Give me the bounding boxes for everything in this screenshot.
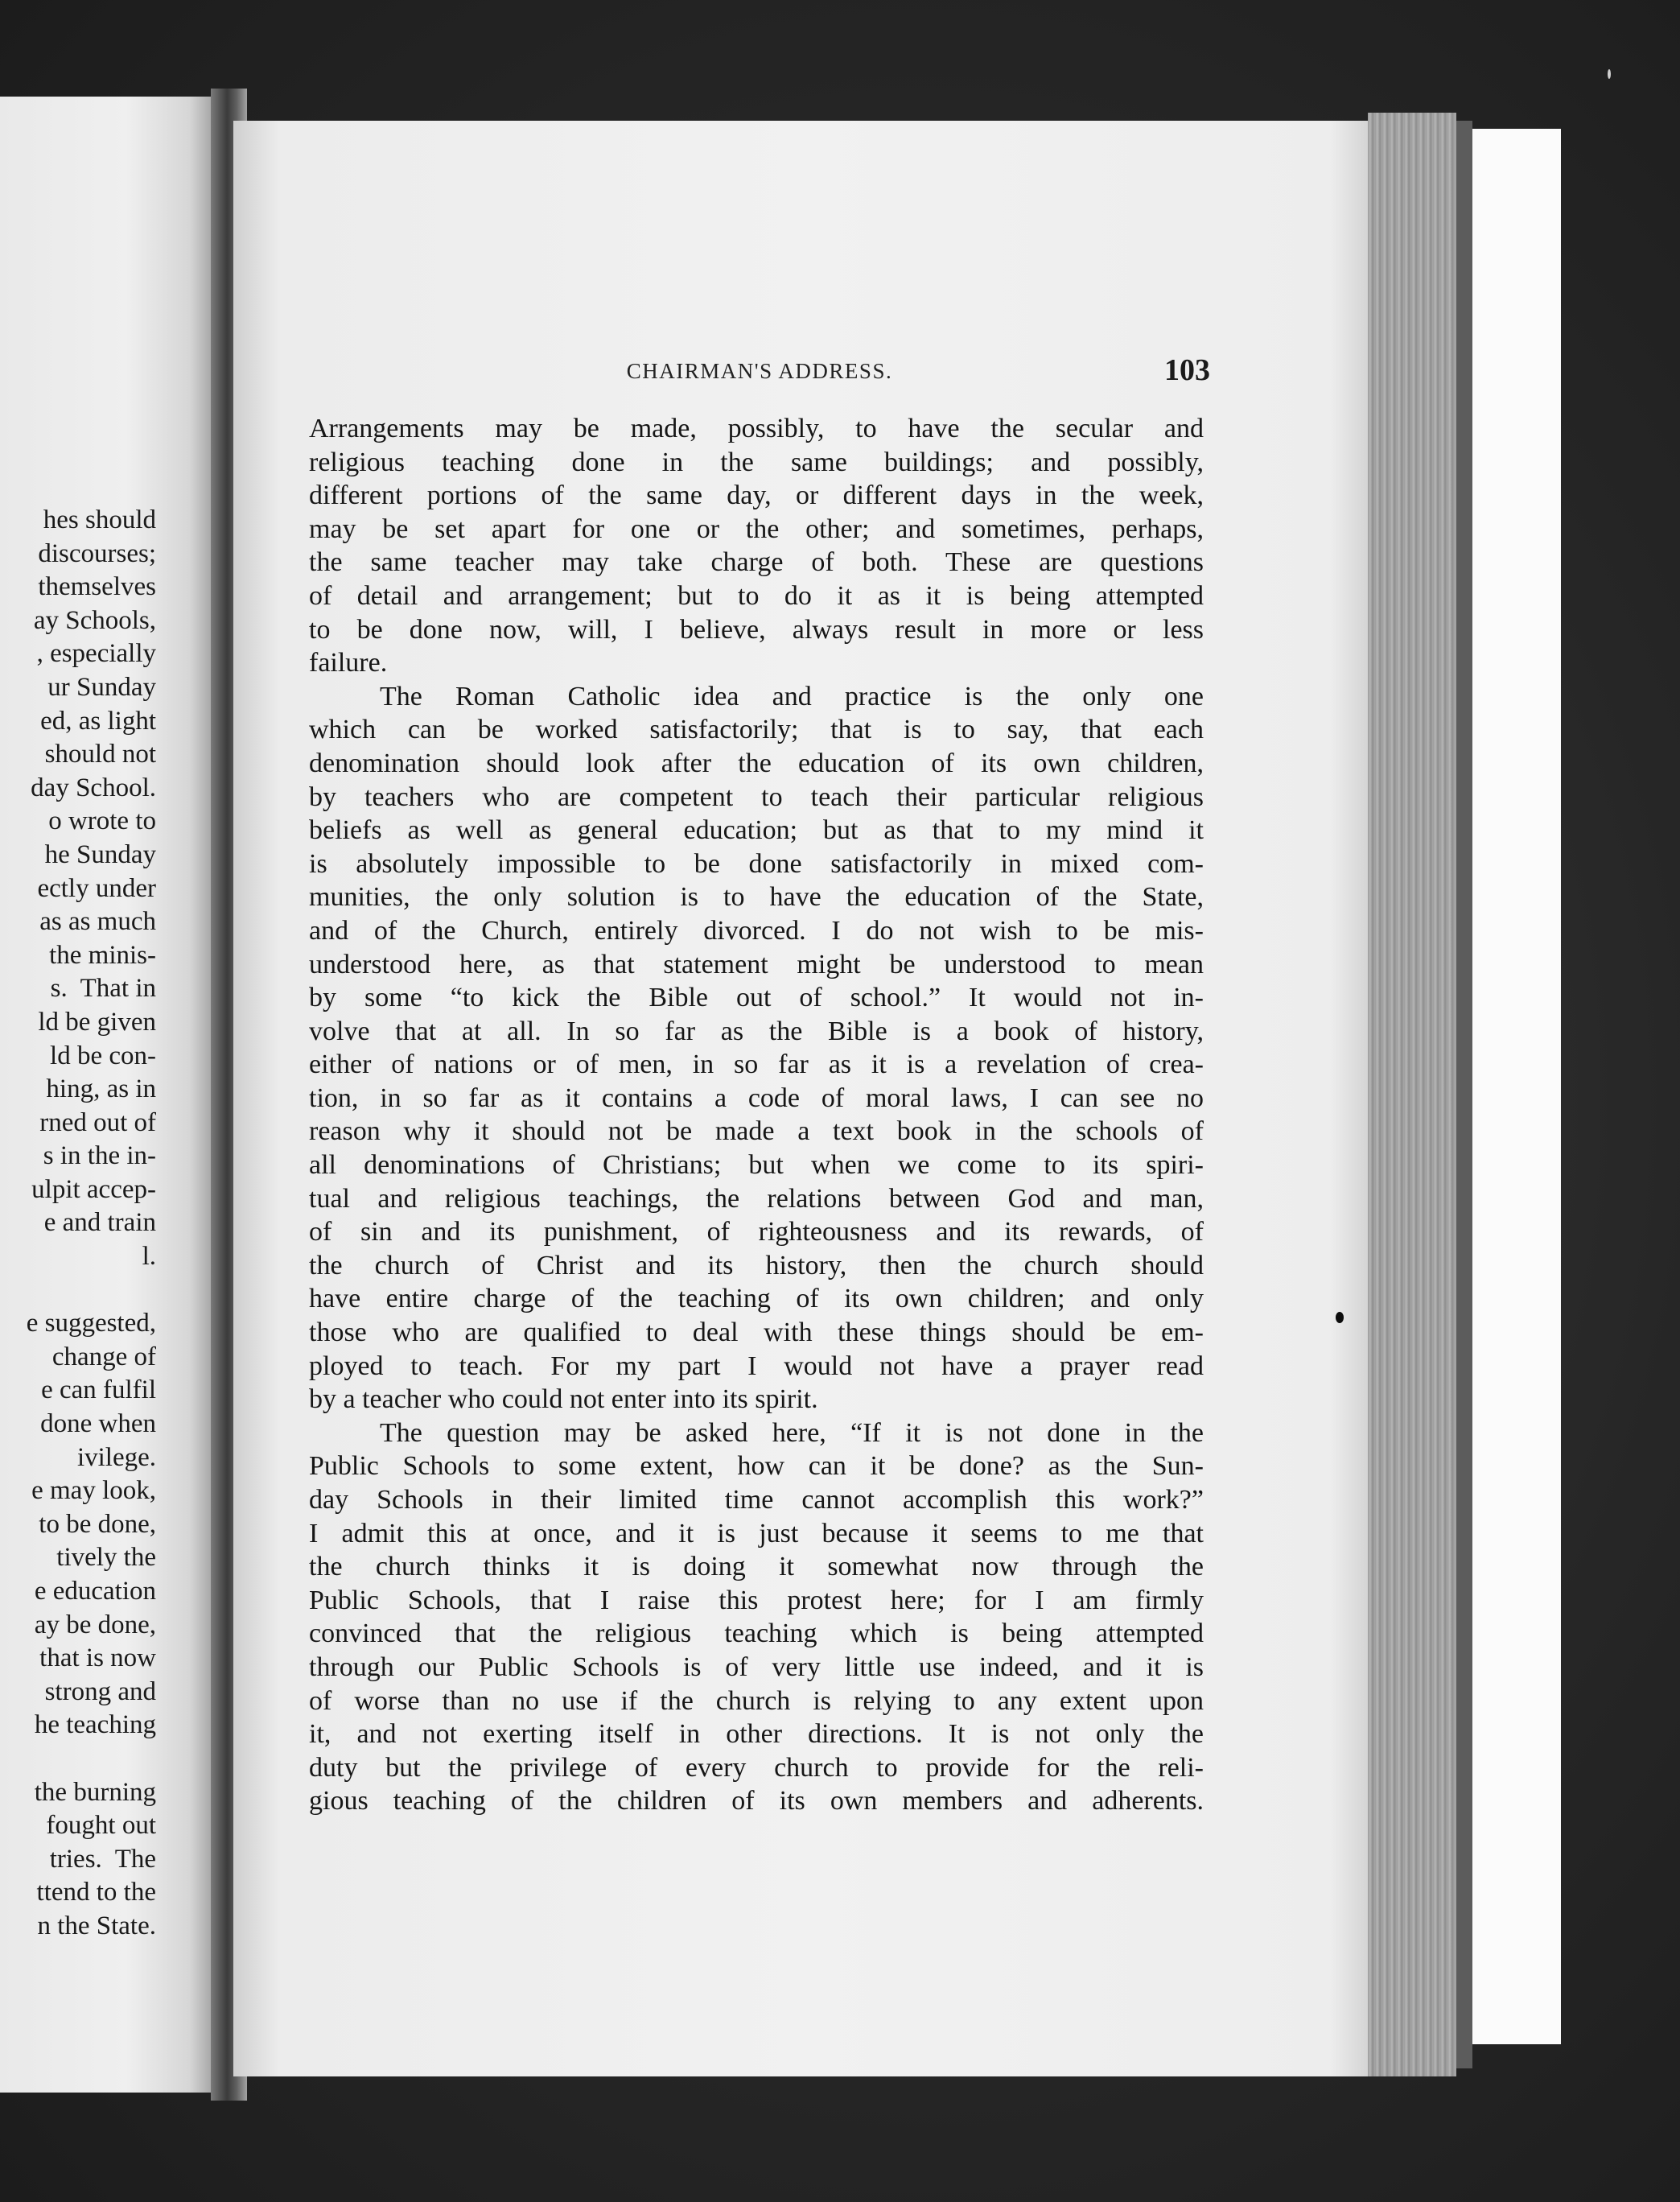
text-line: it, and not exerting itself in other directions. It is not only the	[309, 1719, 1204, 1750]
text-line: the same teacher may take charge of both. These are questions	[309, 547, 1204, 578]
text-line: day Schools in their limited time cannot accomplish this work?”	[309, 1485, 1204, 1515]
text-line: of sin and its punishment, of righteousness and its rewards, of	[309, 1217, 1204, 1247]
text-line: I admit this at once, and it is just because it seems to me that	[309, 1518, 1204, 1548]
text-line: by some “to kick the Bible out of school.” It would not in-	[309, 983, 1204, 1013]
text-line: reason why it should not be made a text book in the schools of	[309, 1116, 1204, 1147]
white-backing-card	[1472, 129, 1561, 2044]
text-line: ployed to teach. For my part I would not have a prayer read	[309, 1350, 1204, 1381]
text-line: munities, the only solution is to have the education of the State,	[309, 882, 1204, 913]
page-edge-shadow	[1456, 121, 1472, 2068]
left-page	[0, 97, 211, 2093]
page-edges	[1368, 113, 1456, 2076]
text-line: of detail and arrangement; but to do it as it is being attempted	[309, 580, 1204, 611]
text-line: denomination should look after the education of its own children,	[309, 748, 1204, 778]
running-head	[309, 353, 1210, 393]
text-line: volve that at all. In so far as the Bible is a book of history,	[309, 1016, 1204, 1046]
text-line: by a teacher who could not enter into its spirit.	[309, 1384, 818, 1415]
text-line: which can be worked satisfactorily; that is to say, that each	[309, 715, 1204, 745]
text-line: Public Schools, that I raise this protest here; for I am firmly	[309, 1585, 1204, 1615]
text-line: Public Schools to some extent, how can it be done? as the Sun-	[309, 1451, 1204, 1482]
text-line: to be done now, will, I believe, always result in more or less	[309, 614, 1204, 645]
text-line: beliefs as well as general education; but as that to my mind it	[309, 815, 1204, 846]
text-line: is absolutely impossible to be done satisfactorily in mixed com-	[309, 848, 1204, 879]
text-line: gious teaching of the children of its own members and adherents.	[309, 1786, 1204, 1816]
text-line: tion, in so far as it contains a code of moral laws, I can see no	[309, 1082, 1204, 1113]
text-line: The question may be asked here, “If it is not done in the	[380, 1417, 1204, 1448]
dust-speck	[1336, 1312, 1344, 1323]
text-line: of worse than no use if the church is relying to any extent upon	[309, 1685, 1204, 1716]
text-line: those who are qualified to deal with these things should be em-	[309, 1317, 1204, 1348]
text-line: either of nations or of men, in so far as it is a revelation of crea-	[309, 1049, 1204, 1080]
text-line: understood here, as that statement might be understood to mean	[309, 949, 1204, 979]
text-line: different portions of the same day, or different days in the week,	[309, 480, 1204, 511]
page-number: 103	[1164, 353, 1210, 387]
text-line: tual and religious teachings, the relations between God and man,	[309, 1183, 1204, 1214]
text-line: all denominations of Christians; but when we come to its spiri-	[309, 1150, 1204, 1181]
text-line: and of the Church, entirely divorced. I do not wish to be mis-	[309, 915, 1204, 946]
text-line: the church thinks it is doing it somewhat now through the	[309, 1552, 1204, 1582]
text-line: may be set apart for one or the other; and sometimes, perhaps,	[309, 513, 1204, 544]
text-line: convinced that the religious teaching which is being attempted	[309, 1619, 1204, 1649]
body-text	[309, 412, 1204, 1818]
text-line: the church of Christ and its history, then the church should	[309, 1250, 1204, 1280]
left-page-text-fragments: hes should discourses; themselves ay Schools, , especially ur Sunday ed, as light should not day School. o wrote to he Sunday ectly under as as much the minis- s. That in ld be given ld be con- hing, as in rned out of s in the in- ulpit accep- e and train l. e suggested, change of e can fulfil done when ivilege. e may look, to be done, tively the e education ay be done, that is now strong and he teaching the burning fought out tries. The ttend to the n the State.	[26, 505, 156, 1940]
text-line: have entire charge of the teaching of its own children; and only	[309, 1284, 1204, 1314]
text-line: Arrangements may be made, possibly, to have the secular and	[309, 414, 1204, 443]
running-head-title: CHAIRMAN'S ADDRESS.	[626, 359, 893, 383]
text-line: failure.	[309, 648, 388, 678]
text-line: duty but the privilege of every church to provide for the reli-	[309, 1752, 1204, 1783]
text-line: The Roman Catholic idea and practice is the only one	[380, 681, 1204, 711]
text-line: through our Public Schools is of very little use indeed, and it is	[309, 1652, 1204, 1682]
text-line: religious teaching done in the same buildings; and possibly,	[309, 447, 1204, 477]
text-line: by teachers who are competent to teach their particular religious	[309, 781, 1204, 812]
dust-speck	[1608, 69, 1611, 79]
